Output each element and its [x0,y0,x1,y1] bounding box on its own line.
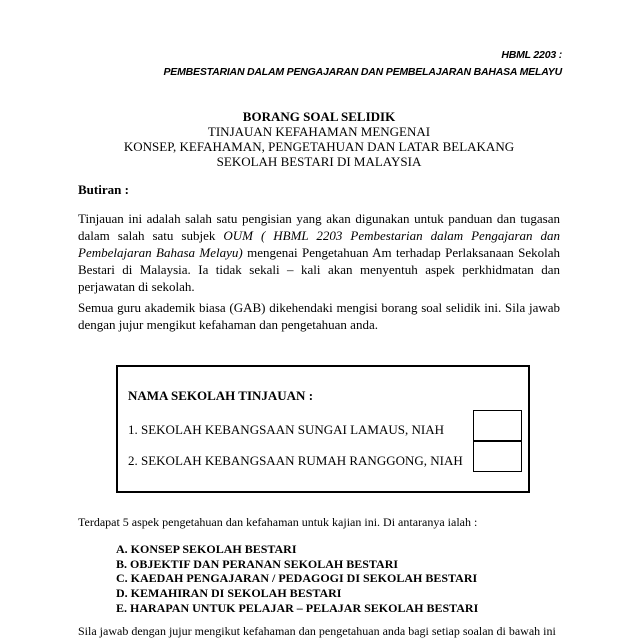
form-subtitle-3: SEKOLAH BESTARI DI MALAYSIA [216,154,422,169]
cut-off-line: Sila jawab dengan jujur mengikut kefahaman dan pengetahuan anda bagi setiap soalan di bawah ini [78,624,556,638]
school-option-1-checkbox[interactable] [473,410,522,442]
aspects-list [116,542,478,616]
school-option-2: 2. SEKOLAH KEBANGSAAN RUMAH RANGGONG, NIAH [128,453,463,468]
course-code: HBML 2203 : [501,49,562,61]
aspect-item: E. HARAPAN UNTUK PELAJAR – PELAJAR SEKOLAH BESTARI [116,600,479,615]
paragraph-purpose-b: mengenai Pengetahuan Am terhadap Perlaksanaan Sekolah Bestari di Malaysia. Ia tidak sekali – kali akan menyentuh aspek perkhidmatan dan perjawatan di sekolah. [78,245,560,294]
school-box-heading: NAMA SEKOLAH TINJAUAN : [128,388,314,403]
paragraph-purpose-a: Tinjauan ini adalah salah satu pengisian yang akan digunakan untuk panduan dan tugasan dalam salah satu subjek [78,211,560,243]
paragraph-purpose-subject: OUM ( HBML 2203 Pembestarian dalam Pengajaran dan Pembelajaran Bahasa Melayu) [78,228,560,260]
paragraph-purpose [78,210,560,295]
school-selection-box [116,365,530,493]
aspect-item: D. KEMAHIRAN DI SEKOLAH BESTARI [116,586,342,601]
aspect-item: A. KONSEP SEKOLAH BESTARI [116,542,297,556]
aspect-item: B. OBJEKTIF DAN PERANAN SEKOLAH BESTARI [116,556,399,571]
paragraph-instructions: Semua guru akademik biasa (GAB) dikehendaki mengisi borang soal selidik ini. Sila jawab dengan jujur mengikut kefahaman dan pengetahuan anda. [78,300,560,332]
aspects-intro: Terdapat 5 aspek pengetahuan dan kefahaman untuk kajian ini. Di antaranya ialah : [78,515,478,529]
form-subtitle-1: TINJAUAN KEFAHAMAN MENGENAI [207,124,431,139]
school-option-1: 1. SEKOLAH KEBANGSAAN SUNGAI LAMAUS, NIAH [128,422,444,437]
school-option-2-checkbox[interactable] [473,440,522,472]
aspect-item: C. KAEDAH PENGAJARAN / PEDAGOGI DI SEKOLAH BESTARI [116,571,478,586]
butiran-heading: Butiran : [78,182,129,197]
form-subtitle-2: KONSEP, KEFAHAMAN, PENGETAHUAN DAN LATAR BELAKANG [123,139,515,154]
form-title: BORANG SOAL SELIDIK [242,109,396,124]
course-title: PEMBESTARIAN DALAM PENGAJARAN DAN PEMBELAJARAN BAHASA MELAYU [163,66,562,78]
